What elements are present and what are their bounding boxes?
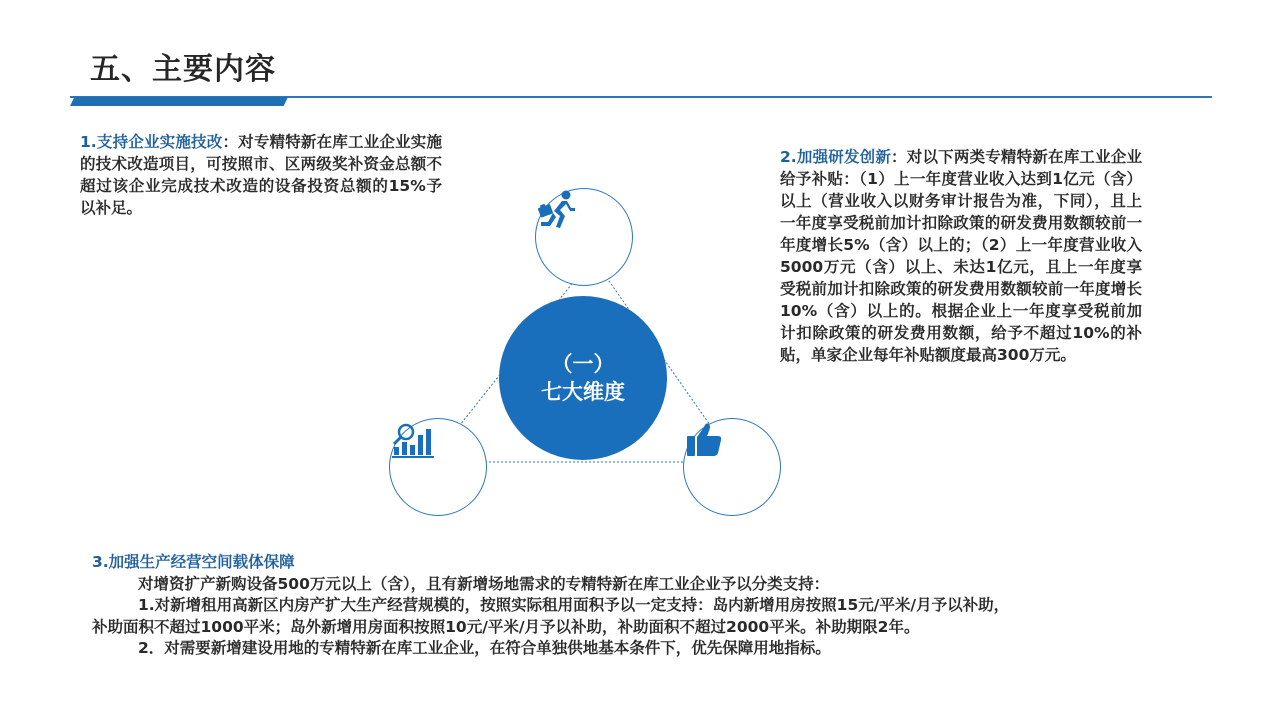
item3-block	[92, 552, 1202, 660]
item3-line2: 1.对新增租用高新区内房产扩大生产经营规模的，按照实际租用面积予以一定支持：岛内新增用房按照15元/平米/月予以补助，	[138, 596, 1010, 614]
title-accent-bar	[70, 97, 288, 106]
left-icon-circle	[389, 418, 487, 516]
item3-heading: 3.加强生产经营空间载体保障	[92, 553, 295, 571]
item2-heading: 2.加强研发创新	[780, 148, 892, 166]
item1-heading: 1.支持企业实施技改	[80, 133, 223, 151]
item1-body: ：对专精特新在库工业企业实施的技术改造项目，可按照市、区两级奖补资金总额不超过该企业完成技术改造的设备投资总额的15%予以补足。	[80, 133, 442, 217]
item3-line1: 对增资扩产新购设备500万元以上（含），且有新增场地需求的专精特新在库工业企业予以分类支持：	[138, 574, 830, 593]
center-title: 七大维度	[541, 380, 625, 404]
center-circle	[499, 296, 667, 460]
item3-line4: 2．对需要新增建设用地的专精特新在库工业企业，在符合单独供地基本条件下，优先保障用地指标。	[138, 639, 831, 657]
top-icon-circle	[535, 188, 633, 286]
slide-title: 五、主要内容	[90, 52, 276, 87]
right-icon-circle	[683, 418, 781, 516]
center-subtitle: （一）	[551, 352, 615, 376]
item2-paragraph	[780, 146, 1142, 366]
item2-body: ：对以下两类专精特新在库工业企业给予补贴：（1）上一年度营业收入达到1亿元（含）以上（营业收入以财务审计报告为准，下同），且上一年度享受税前加计扣除政策的研发费用数额较前一年度增长5%（含）以上的；（2）上一年度营业收入5000万元（含）以上、未达1亿元，且上一年度享受税前加计扣除政策的研发费用数额较前一年度增长10%（含）以上的。根据企业上一年度享受税前加计扣除政策的研发费用数额，给予不超过10%的补贴，单家企业每年补贴额度最高300万元。	[780, 148, 1142, 364]
dimension-diagram	[380, 185, 790, 520]
item3-line3: 补助面积不超过1000平米；岛外新增用房面积按照10元/平米/月予以补助，补助面积不超过2000平米。补助期限2年。	[92, 617, 920, 636]
